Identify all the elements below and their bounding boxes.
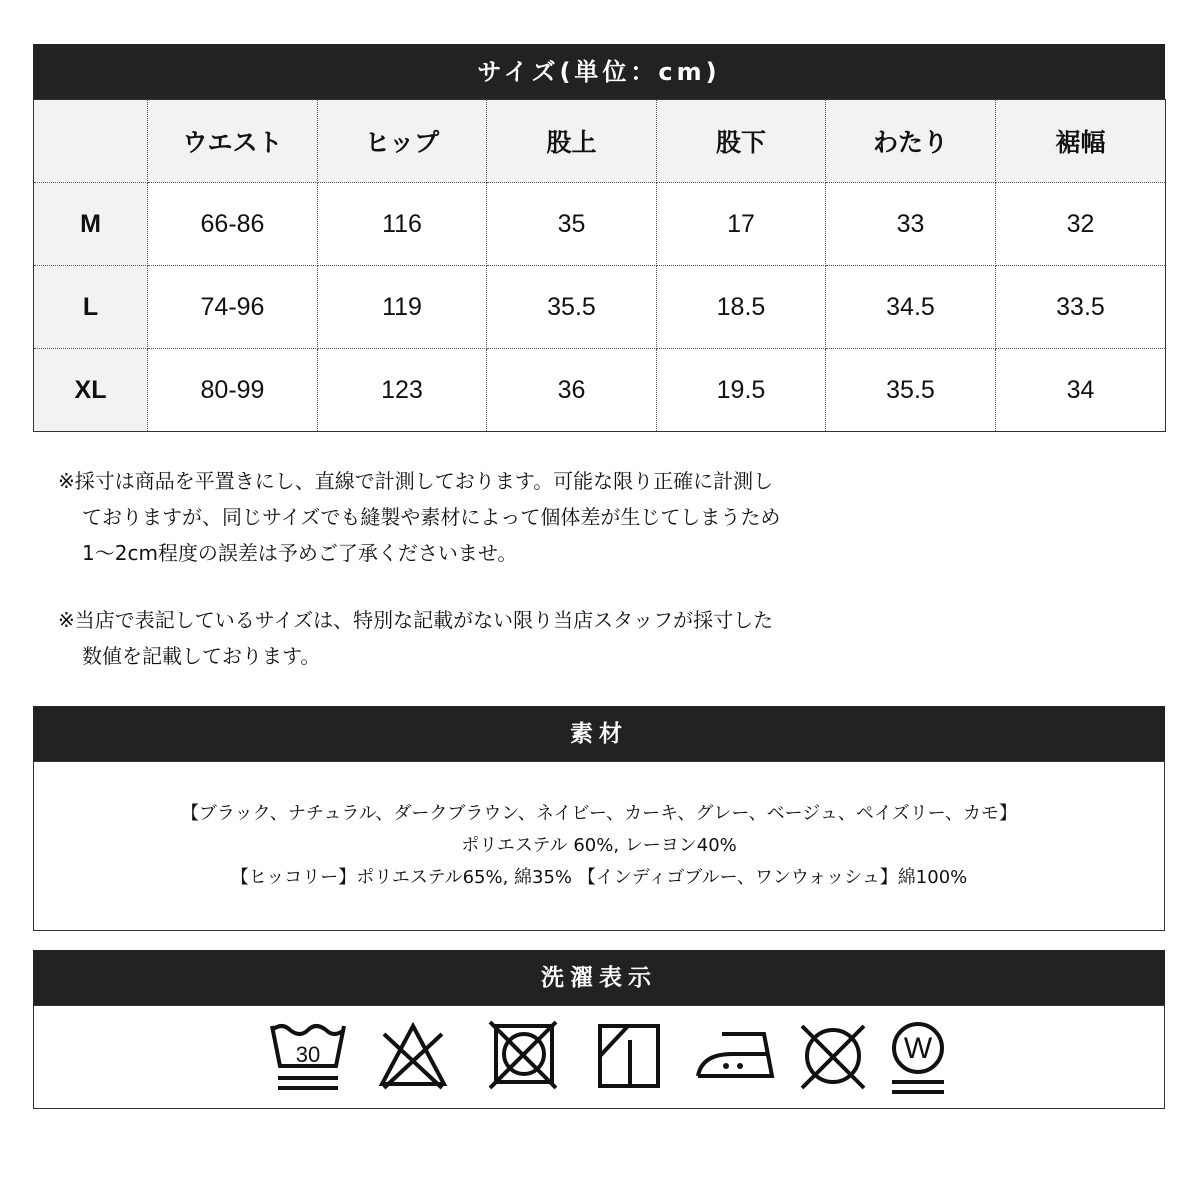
table-row <box>34 349 1166 432</box>
iron-medium-icon <box>692 1020 776 1094</box>
row-header-size: M <box>34 183 148 266</box>
table-cell: 17 <box>657 183 826 266</box>
column-header-hem: 裾幅 <box>996 100 1166 183</box>
size-section-title: サイズ(単位：cm) <box>33 44 1165 100</box>
no-dry-clean-icon <box>796 1020 870 1094</box>
washing-section-title: 洗濯表示 <box>33 950 1165 1006</box>
measurement-note <box>58 463 780 571</box>
size-source-note <box>58 602 773 674</box>
note-line: ておりますが、同じサイズでも縫製や素材によって個体差が生じてしまうため <box>82 505 781 529</box>
column-header-thigh: わたり <box>826 100 996 183</box>
table-cell: 123 <box>318 349 487 432</box>
table-cell: 33 <box>826 183 996 266</box>
column-header-hip: ヒップ <box>318 100 487 183</box>
table-row <box>34 266 1166 349</box>
wash-tub-30-icon <box>266 1020 350 1094</box>
table-cell: 35.5 <box>826 349 996 432</box>
wet-clean-letter: W <box>903 1032 933 1065</box>
line-dry-shade-icon <box>596 1020 666 1094</box>
column-header-blank <box>34 100 148 183</box>
size-table-header-row <box>34 100 1166 183</box>
table-cell: 74-96 <box>148 266 318 349</box>
table-cell: 35 <box>487 183 657 266</box>
table-cell: 34.5 <box>826 266 996 349</box>
washing-symbols-box <box>33 1005 1165 1109</box>
column-header-waist: ウエスト <box>148 100 318 183</box>
column-header-inseam: 股下 <box>657 100 826 183</box>
size-table <box>33 99 1166 432</box>
row-header-size: L <box>34 266 148 349</box>
table-cell: 80-99 <box>148 349 318 432</box>
table-cell: 32 <box>996 183 1166 266</box>
table-cell: 116 <box>318 183 487 266</box>
table-cell: 19.5 <box>657 349 826 432</box>
column-header-rise: 股上 <box>487 100 657 183</box>
table-cell: 18.5 <box>657 266 826 349</box>
table-cell: 36 <box>487 349 657 432</box>
table-cell: 34 <box>996 349 1166 432</box>
row-header-size: XL <box>34 349 148 432</box>
wash-temp-label: 30 <box>295 1042 321 1067</box>
material-line: 【ヒッコリー】ポリエステル65%, 綿35% 【インディゴブルー、ワンウォッシュ】綿100% <box>230 867 968 888</box>
material-line: ポリエステル 60%, レーヨン40% <box>461 835 737 856</box>
material-box <box>33 761 1165 931</box>
note-line: ※採寸は商品を平置きにし、直線で計測しております。可能な限り正確に計測し <box>58 469 774 493</box>
material-line: 【ブラック、ナチュラル、ダークブラウン、ネイビー、カーキ、グレー、ベージュ、ペイズリー、カモ】 <box>180 803 1018 824</box>
material-section-title: 素材 <box>33 706 1165 762</box>
table-cell: 66-86 <box>148 183 318 266</box>
note-line: 数値を記載しております。 <box>82 644 321 668</box>
note-line: 1〜2cm程度の誤差は予めご了承くださいませ。 <box>82 541 518 565</box>
table-cell: 33.5 <box>996 266 1166 349</box>
no-bleach-icon <box>376 1020 450 1094</box>
note-line: ※当店で表記しているサイズは、特別な記載がない限り当店スタッフが採寸した <box>58 608 774 632</box>
table-cell: 119 <box>318 266 487 349</box>
wet-clean-icon <box>886 1020 950 1098</box>
table-row <box>34 183 1166 266</box>
table-cell: 35.5 <box>487 266 657 349</box>
no-tumble-dry-icon <box>486 1020 560 1094</box>
